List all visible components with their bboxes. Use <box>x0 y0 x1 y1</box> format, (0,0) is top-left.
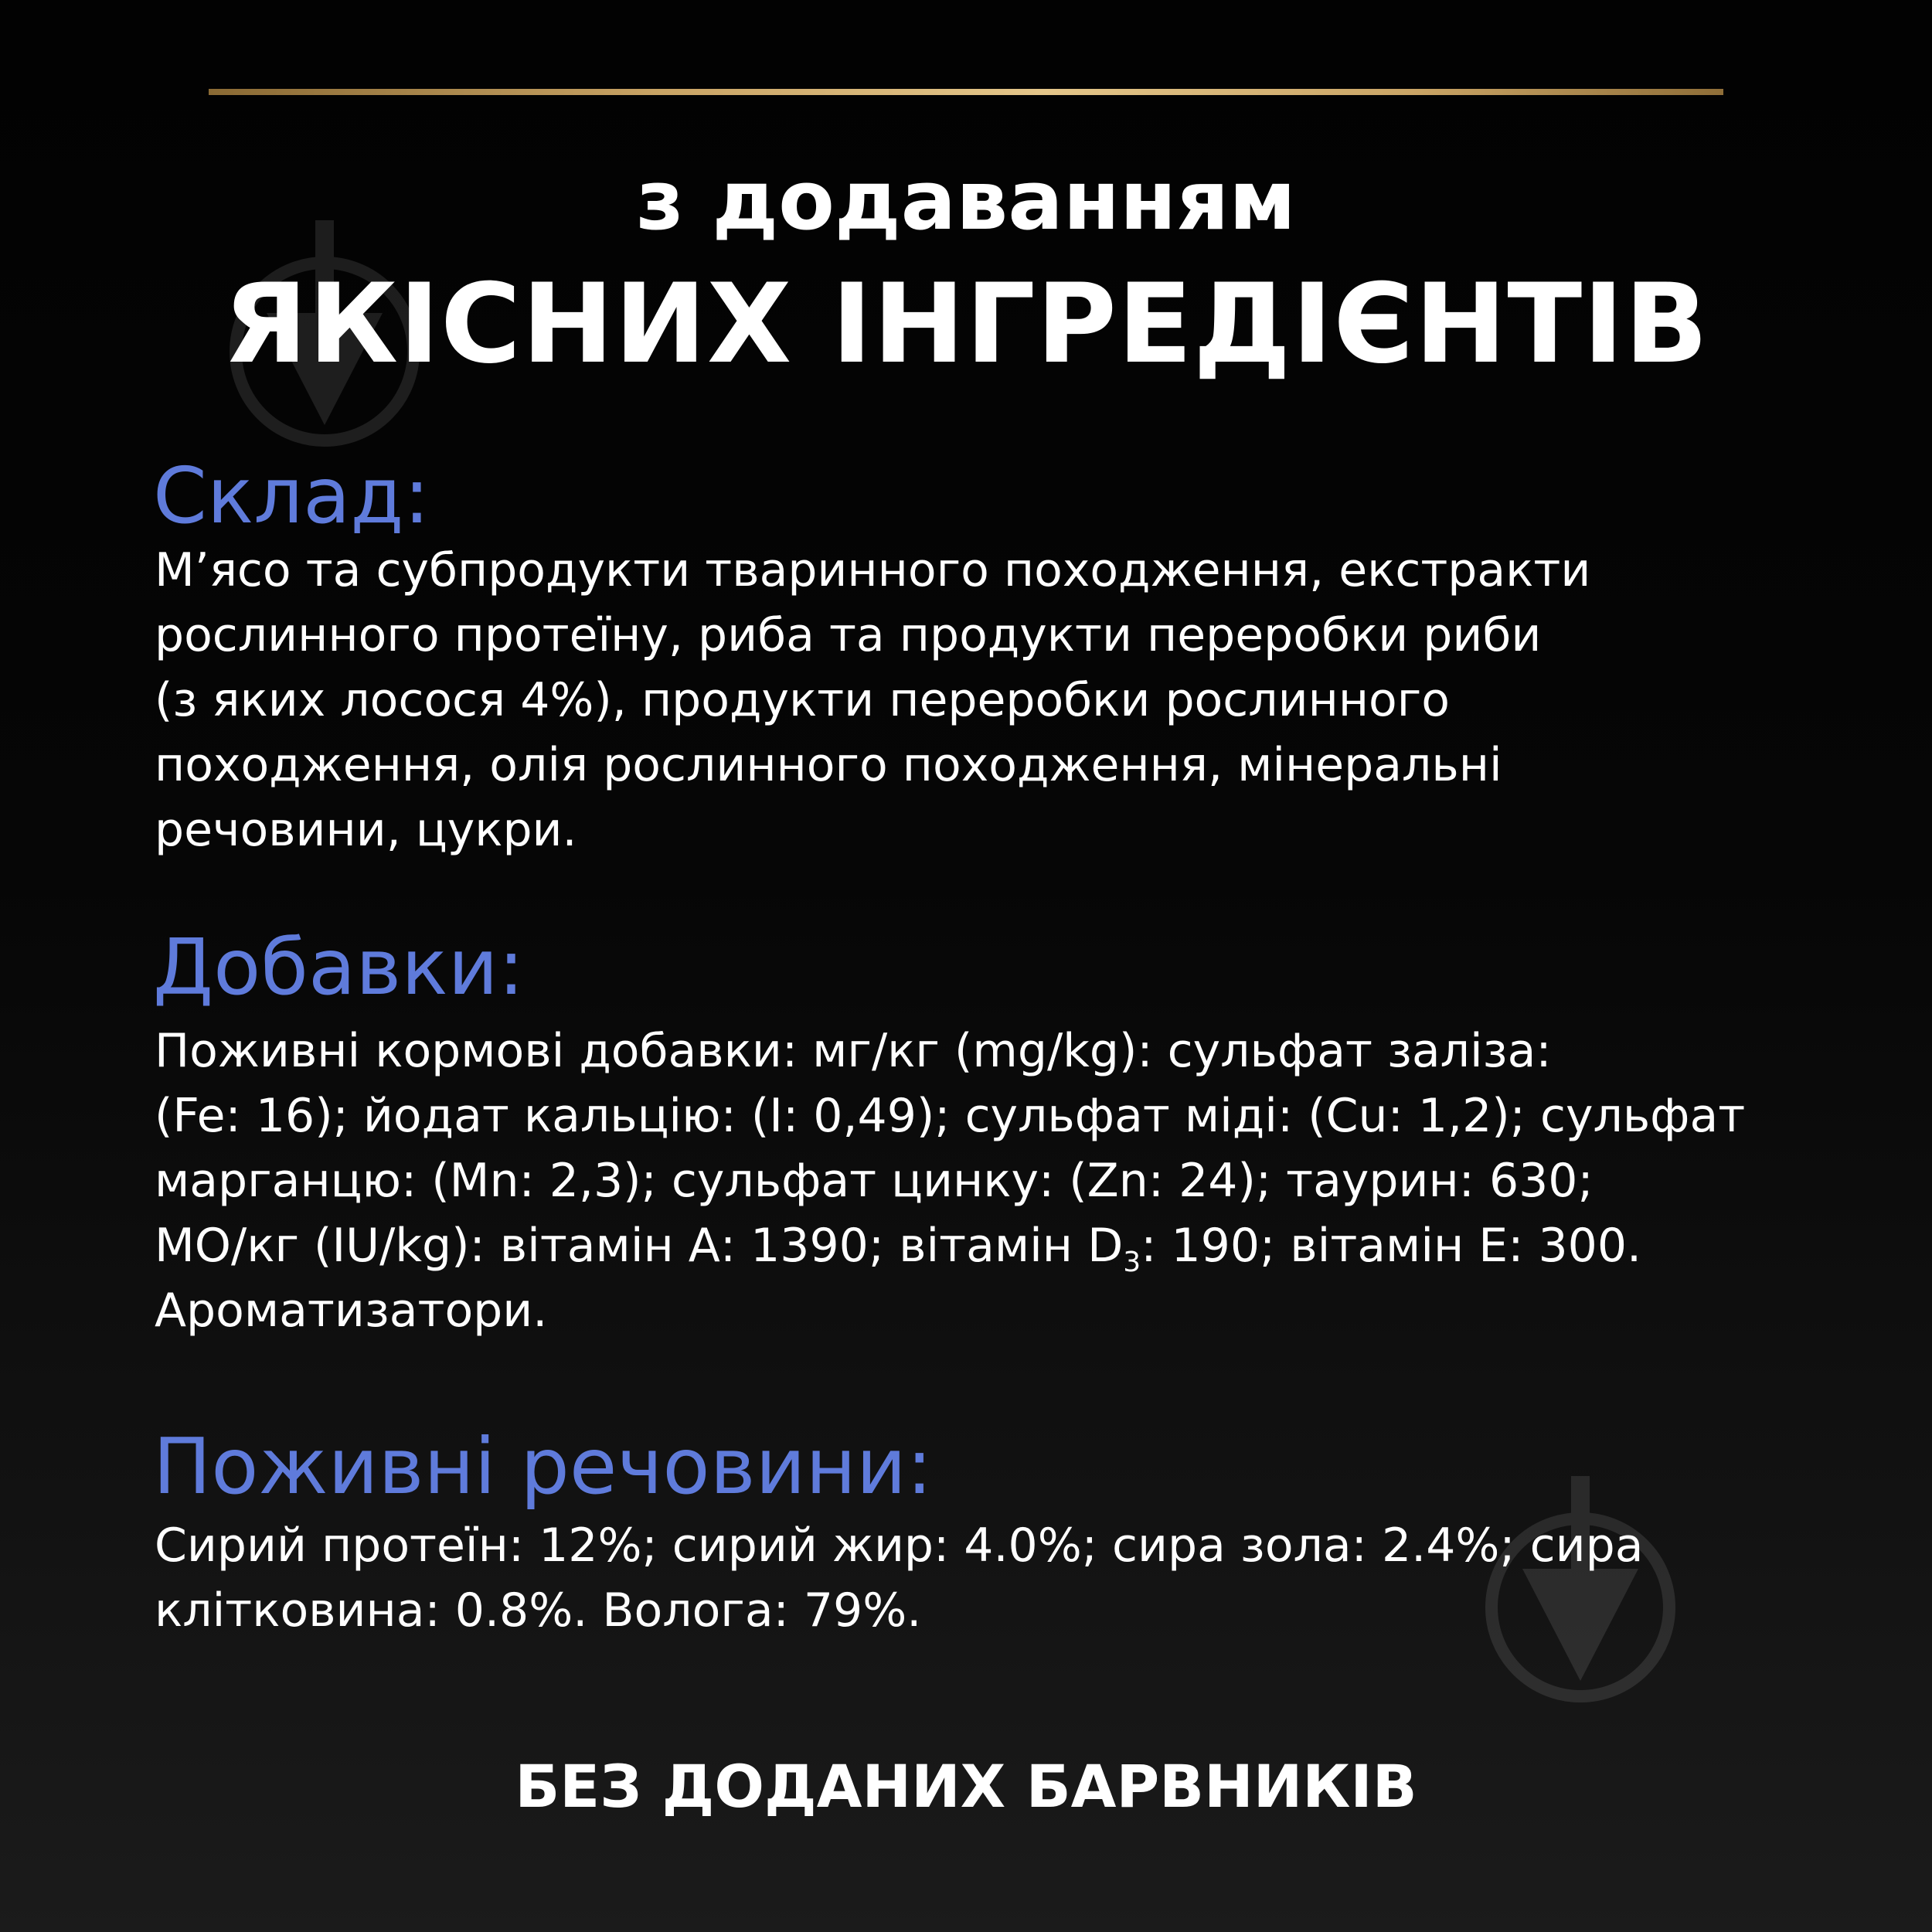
additives-vitamin-line <box>155 1213 1816 1278</box>
nutrients-line: Сирий протеїн: 12%; сирий жир: 4.0%; сира зола: 2.4%; сира <box>155 1519 1644 1573</box>
additives-heading: Добавки: <box>153 922 525 1012</box>
additives-line: (Fe: 16); йодат кальцію: (I: 0,49); сульфат міді: (Cu: 1,2); сульфат <box>155 1089 1746 1143</box>
headline-line-1: з додаванням <box>636 153 1296 248</box>
footer-claim: БЕЗ ДОДАНИХ БАРВНИКІВ <box>515 1752 1417 1821</box>
vitamin-text-before: МО/кг (IU/kg): вітамін А: 1390; вітамін D <box>155 1219 1124 1273</box>
nutrients-text <box>155 1513 1816 1643</box>
gold-divider <box>209 89 1723 95</box>
headline-line-2: ЯКІСНИХ ІНГРЕДІЄНТІВ <box>223 260 1709 388</box>
composition-line: речовини, цукри. <box>155 803 577 857</box>
composition-text <box>155 538 1816 862</box>
composition-line: походження, олія рослинного походження, мінеральні <box>155 738 1502 792</box>
composition-line: М’ясо та субпродукти тваринного походження, екстракти <box>155 543 1591 597</box>
nutrients-heading: Поживні речовини: <box>153 1421 933 1512</box>
additives-line: Ароматизатори. <box>155 1284 548 1338</box>
additives-line: Поживні кормові добавки: мг/кг (mg/kg): сульфат заліза: <box>155 1024 1552 1078</box>
composition-line: (з яких лосося 4%), продукти переробки рослинного <box>155 673 1450 727</box>
composition-heading: Склад: <box>153 451 430 541</box>
vitamin-d-subscript: 3 <box>1123 1247 1141 1278</box>
additives-text <box>155 1019 1816 1343</box>
composition-line: рослинного протеїну, риба та продукти переробки риби <box>155 608 1542 662</box>
additives-line: марганцю: (Mn: 2,3); сульфат цинку: (Zn: 24); таурин: 630; <box>155 1154 1594 1208</box>
vitamin-text-after: : 190; вітамін Е: 300. <box>1141 1219 1642 1273</box>
nutrients-line: клітковина: 0.8%. Волога: 79%. <box>155 1583 922 1638</box>
